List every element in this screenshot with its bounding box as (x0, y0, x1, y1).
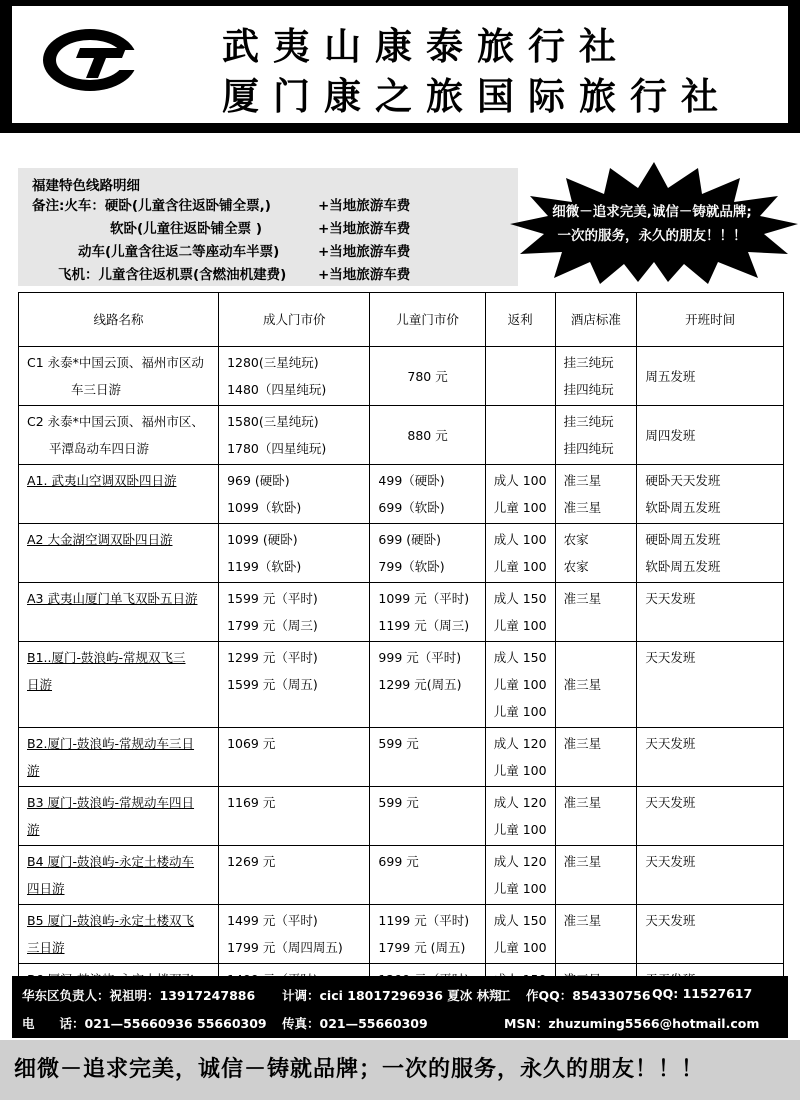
hotel: 准三星 (555, 642, 637, 728)
route-table (18, 292, 784, 1023)
col-departure: 开班时间 (637, 293, 784, 347)
hotel: 农家 农家 (555, 524, 637, 583)
ct-logo-icon (40, 26, 140, 94)
table-header-row (19, 293, 784, 347)
hotel: 准三星 (555, 905, 637, 964)
departure: 硬卧天天发班 软卧周五发班 (637, 465, 784, 524)
route-name: B1..厦门-鼓浪屿-常规双飞三 日游 (19, 642, 219, 728)
hotel: 准三星 (555, 846, 637, 905)
child-price: 1099 元（平时) 1199 元（周三) (370, 583, 485, 642)
table-row (19, 846, 784, 905)
table-row (19, 347, 784, 406)
qq-number: QQ: 11527617 (652, 986, 753, 1001)
hotel: 挂三纯玩 挂四纯玩 (555, 406, 637, 465)
child-price: 780 元 (370, 347, 485, 406)
route-name: C2 永泰*中国云顶、福州市区、 平潭岛动车四日游 (19, 406, 219, 465)
company-title-xiamen: 厦门康之旅国际旅行社 (222, 75, 732, 118)
child-price: 499（硬卧) 699（软卧) (370, 465, 485, 524)
route-name: A1. 武夷山空调双卧四日游 (19, 465, 219, 524)
note-line: 软卧(儿童往返卧铺全票 ) (110, 221, 263, 237)
hotel: 准三星 准三星 (555, 465, 637, 524)
work-qq: 作QQ：854330756 (526, 988, 651, 1003)
fax-contact: 传真：021—55660309 (282, 1016, 428, 1031)
child-price: 599 元 (370, 728, 485, 787)
rebate: 成人 120 儿童 100 (485, 846, 555, 905)
note-add: +当地旅游车费 (318, 198, 411, 214)
header-banner (0, 0, 800, 133)
child-price: 599 元 (370, 787, 485, 846)
adult-price: 1299 元（平时) 1599 元（周五) (219, 642, 370, 728)
child-price: 880 元 (370, 406, 485, 465)
route-name: A2 大金湖空调双卧四日游 (19, 524, 219, 583)
rebate: 成人 100 儿童 100 (485, 524, 555, 583)
rebate: 成人 150 儿童 100 (485, 583, 555, 642)
col-child-price: 儿童门市价 (370, 293, 485, 347)
departure: 天天发班 (637, 642, 784, 728)
col-hotel: 酒店标准 (555, 293, 637, 347)
table-row (19, 583, 784, 642)
adult-price: 1099 (硬卧) 1199（软卧) (219, 524, 370, 583)
hotel: 准三星 (555, 583, 637, 642)
adult-price: 1269 元 (219, 846, 370, 905)
departure: 周五发班 (637, 347, 784, 406)
rebate: 成人 120 儿童 100 (485, 787, 555, 846)
departure: 硬卧周五发班 软卧周五发班 (637, 524, 784, 583)
contact-bar (12, 976, 788, 1038)
hotel: 挂三纯玩 挂四纯玩 (555, 347, 637, 406)
departure: 天天发班 (637, 583, 784, 642)
table-row (19, 406, 784, 465)
table-row (19, 728, 784, 787)
departure: 天天发班 (637, 905, 784, 964)
notes-panel (18, 168, 518, 286)
adult-price: 1599 元（平时) 1799 元（周三) (219, 583, 370, 642)
col-route-name: 线路名称 (19, 293, 219, 347)
header-panel (12, 6, 788, 123)
adult-price: 1169 元 (219, 787, 370, 846)
manager-contact: 华东区负责人：祝祖明：13917247886 (22, 988, 256, 1003)
work-label: 工 (498, 988, 511, 1003)
starburst-text: 细微－追求完美,诚信－铸就品牌; 一次的服务，永久的朋友！！！ (552, 204, 752, 244)
route-name: B4 厦门-鼓浪屿-永定土楼动车 四日游 (19, 846, 219, 905)
child-price: 699 (硬卧) 799（软卧) (370, 524, 485, 583)
table-row (19, 465, 784, 524)
adult-price: 1069 元 (219, 728, 370, 787)
departure: 天天发班 (637, 728, 784, 787)
route-name: C1 永泰*中国云顶、福州市区动 车三日游 (19, 347, 219, 406)
child-price: 699 元 (370, 846, 485, 905)
route-name: B5 厦门-鼓浪屿-永定土楼双飞 三日游 (19, 905, 219, 964)
adult-price: 1499 元（平时) 1799 元（周四周五) (219, 905, 370, 964)
rebate: 成人 150 儿童 100 儿童 100 (485, 642, 555, 728)
rebate: 成人 120 儿童 100 (485, 728, 555, 787)
rebate (485, 406, 555, 465)
table-row (19, 642, 784, 728)
msn-contact: MSN：zhuzuming5566@hotmail.com (504, 1016, 760, 1031)
col-rebate: 返利 (485, 293, 555, 347)
departure: 天天发班 (637, 846, 784, 905)
child-price: 1199 元（平时) 1799 元 (周五) (370, 905, 485, 964)
note-add: +当地旅游车费 (318, 267, 411, 283)
adult-price: 1280(三星纯玩) 1480（四星纯玩) (219, 347, 370, 406)
note-add: +当地旅游车费 (318, 244, 411, 260)
table-row (19, 905, 784, 964)
adult-price: 1580(三星纯玩) 1780（四星纯玩) (219, 406, 370, 465)
departure: 周四发班 (637, 406, 784, 465)
table-row (19, 787, 784, 846)
note-line: 动车(儿童含往返二等座动车半票) (78, 244, 280, 260)
phone-contact: 电 话：021—55660936 55660309 (22, 1016, 267, 1031)
notes-heading: 福建特色线路明细 (32, 178, 140, 194)
table-row (19, 524, 784, 583)
slogan-text: 细微－追求完美，诚信－铸就品牌；一次的服务，永久的朋友！！！ (14, 1057, 705, 1082)
note-add: +当地旅游车费 (318, 221, 411, 237)
rebate (485, 347, 555, 406)
route-name: B2.厦门-鼓浪屿-常规动车三日 游 (19, 728, 219, 787)
child-price: 999 元（平时) 1299 元(周五) (370, 642, 485, 728)
company-title-wuyishan: 武夷山康泰旅行社 (222, 25, 630, 68)
adult-price: 969 (硬卧) 1099（软卧) (219, 465, 370, 524)
rebate: 成人 150 儿童 100 (485, 905, 555, 964)
note-line: 飞机：儿童含往返机票(含燃油机建费) (58, 267, 287, 283)
slogan-bar (0, 1040, 800, 1100)
col-adult-price: 成人门市价 (219, 293, 370, 347)
route-name: B3 厦门-鼓浪屿-常规动车四日 游 (19, 787, 219, 846)
planner-contact: 计调：cici 18017296936 夏冰 林翔 (282, 988, 502, 1003)
hotel: 准三星 (555, 787, 637, 846)
departure: 天天发班 (637, 787, 784, 846)
route-name: A3 武夷山厦门单飞双卧五日游 (19, 583, 219, 642)
hotel: 准三星 (555, 728, 637, 787)
rebate: 成人 100 儿童 100 (485, 465, 555, 524)
note-line: 备注:火车：硬卧(儿童含往返卧铺全票,) (32, 198, 271, 214)
